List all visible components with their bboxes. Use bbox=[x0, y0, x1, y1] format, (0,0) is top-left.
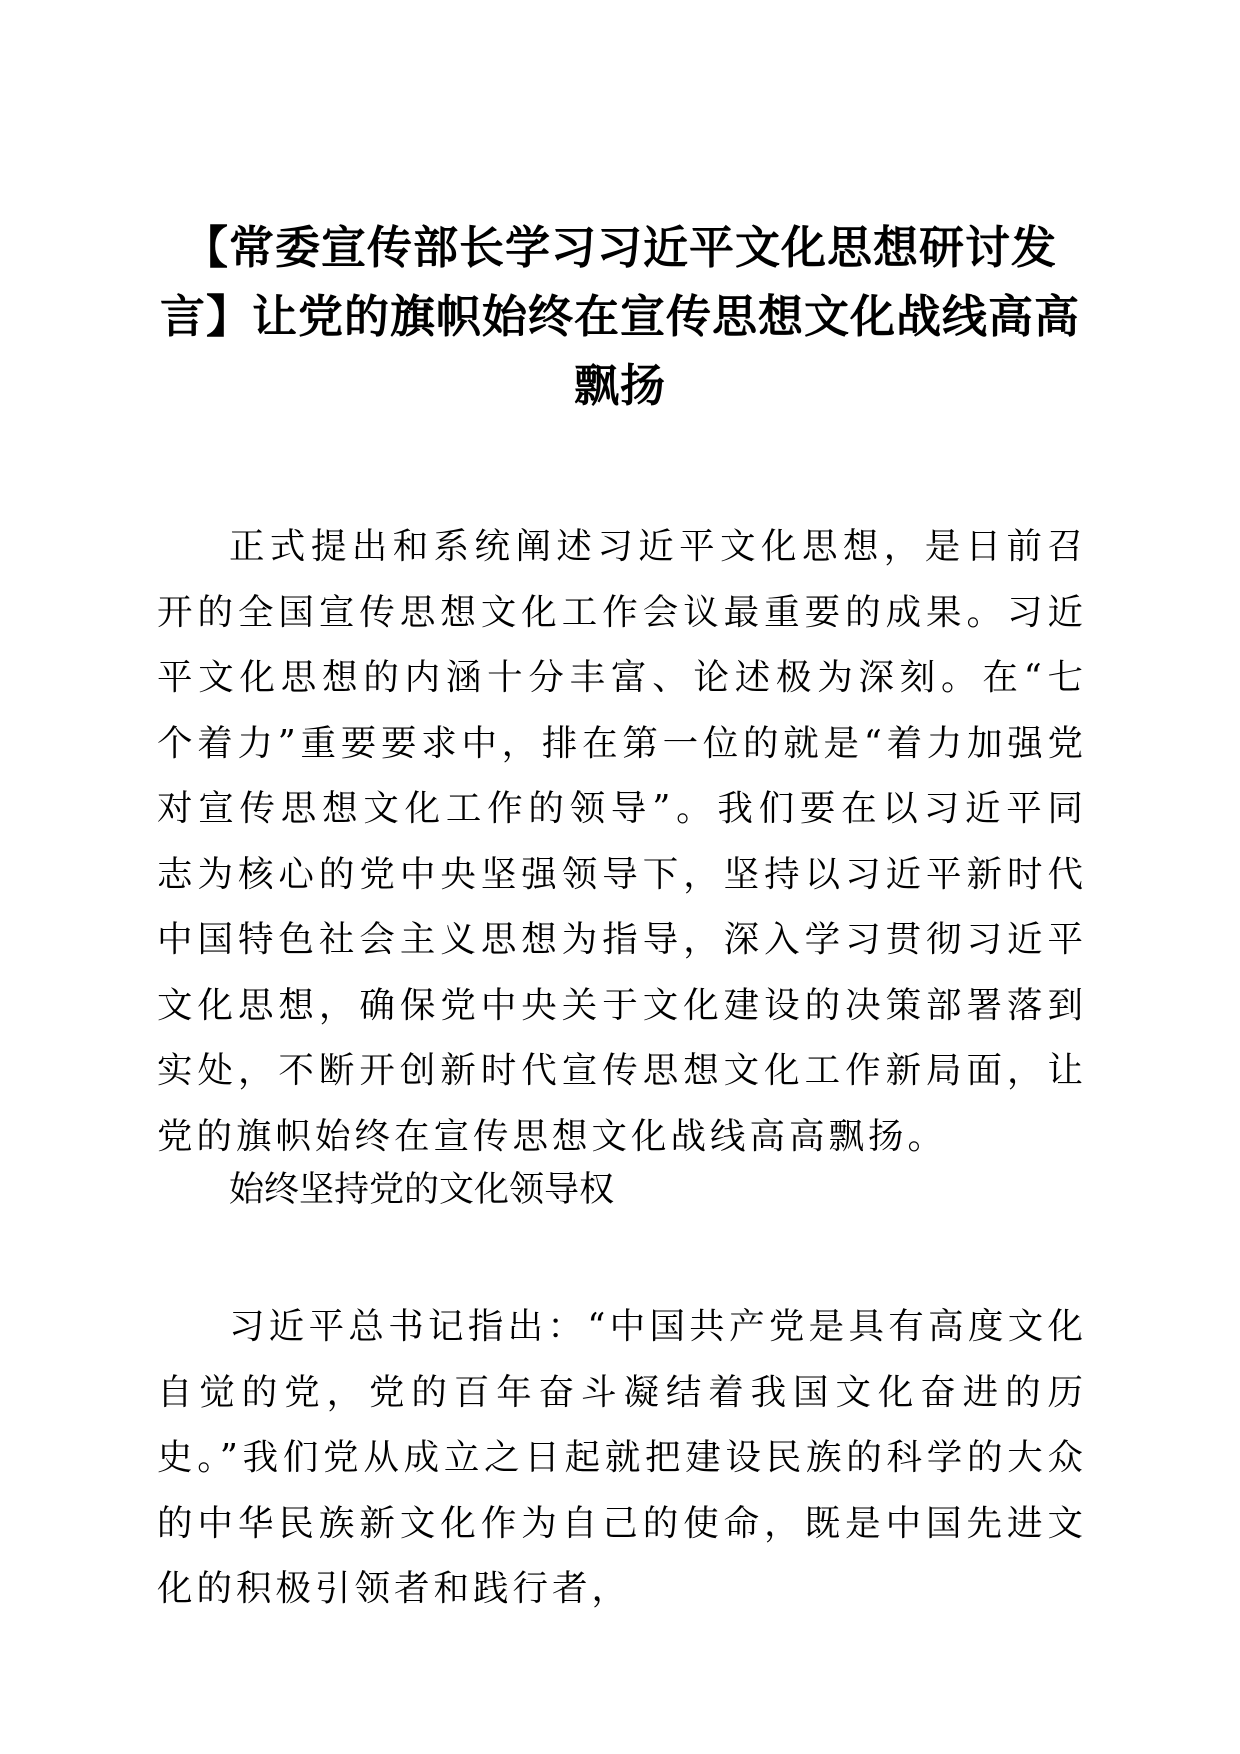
document-title bbox=[150, 213, 1090, 420]
title-line-1: 【常委宣传部长学习习近平文化思想研讨发 bbox=[182, 221, 1057, 274]
paragraph-body: 习近平总书记指出：“中国共产党是具有高度文化自觉的党，党的百年奋斗凝结着我国文化奋进的历史。”我们党从成立之日起就把建设民族的科学的大众的中华民族新文化作为自己的使命，既是中国先进文化的积极引领者和践行者， bbox=[157, 1306, 1087, 1609]
paragraph-intro: 正式提出和系统阐述习近平文化思想，是日前召开的全国宣传思想文化工作会议最重要的成果。习近平文化思想的内涵十分丰富、论述极为深刻。在“七个着力”重要要求中，排在第一位的就是“着力加强党对宣传思想文化工作的领导”。我们要在以习近平同志为核心的党中央坚强领导下，坚持以习近平新时代中国特色社会主义思想为指导，深入学习贯彻习近平文化思想，确保党中央关于文化建设的决策部署落到实处，不断开创新时代宣传思想文化工作新局面，让党的旗帜始终在宣传思想文化战线高高飘扬。 bbox=[157, 526, 1087, 1157]
title-line-2: 言】让党的旗帜始终在宣传思想文化战线高高 bbox=[159, 290, 1080, 343]
title-line-3: 飘扬 bbox=[573, 359, 666, 412]
section-heading: 始终坚持党的文化领导权 bbox=[229, 1170, 615, 1210]
